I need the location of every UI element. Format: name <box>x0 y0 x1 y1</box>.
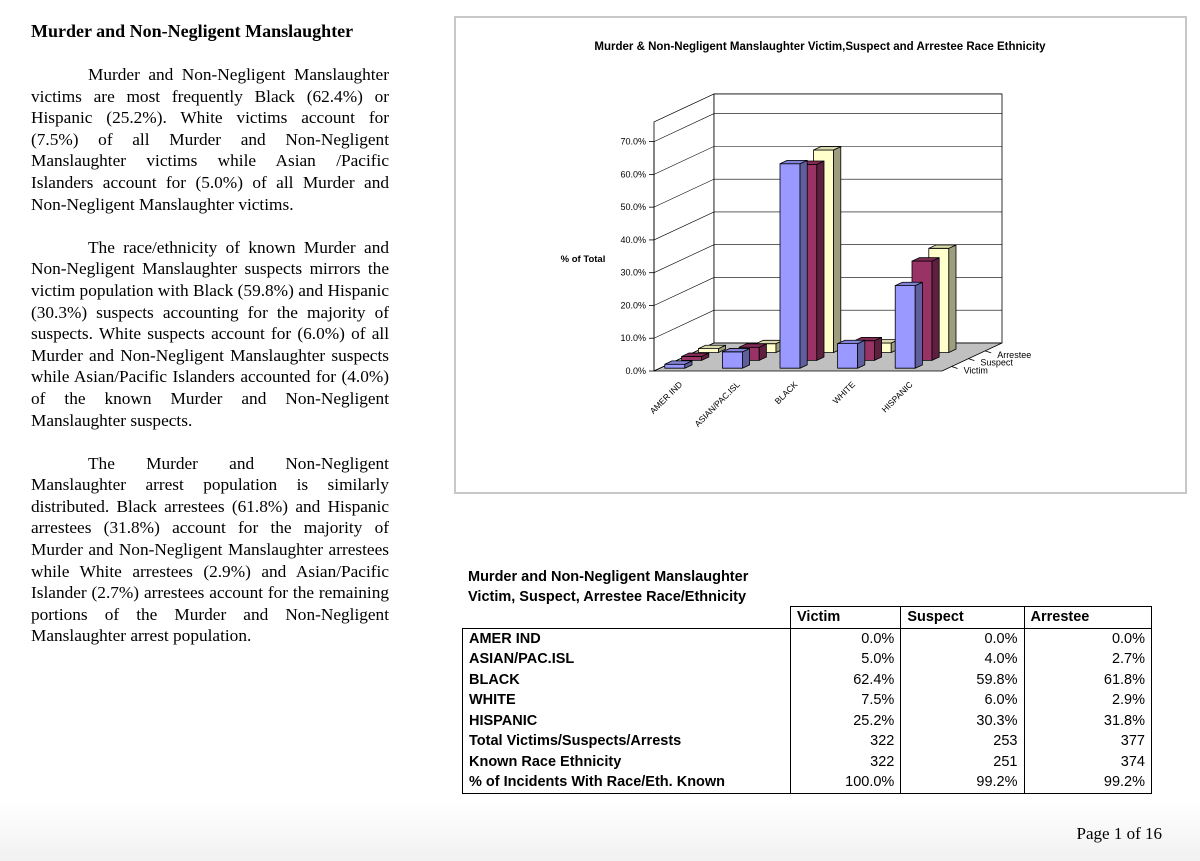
column-header-victim: Victim <box>791 607 901 629</box>
table-row <box>463 628 1152 649</box>
cell-arrestee: 374 <box>1024 752 1152 773</box>
table-header-blank <box>463 607 791 629</box>
section-heading: Murder and Non-Negligent Manslaughter <box>31 21 354 41</box>
bar-victim-front <box>722 352 742 368</box>
chart-title: Murder & Non-Negligent Manslaughter Victim,Suspect and Arrestee Race Ethnicity <box>594 41 1046 53</box>
table-header-row <box>463 607 1152 629</box>
table-row <box>463 731 1152 752</box>
y-tick-label: 70.0% <box>620 136 646 147</box>
series-label-victim: Victim <box>963 365 988 376</box>
arrestees-paragraph: The Murder and Non-Negligent Manslaughter arrest population is similarly distributed. Black arrestees (61.8%) and Hispanic arrestees (31.8%) account for the majority of Murder and Non-Negligent Manslaughter arrestees while White arrestees (2.9%) and Asian/Pacific Islander (2.7%) arrestees account for the remaining portions of the Murder and Non-Negligent Manslaughter arrest population. <box>31 453 389 646</box>
y-tick-label: 50.0% <box>620 202 646 213</box>
cell-victim: 322 <box>791 752 901 773</box>
y-tick-label: 20.0% <box>620 300 646 311</box>
cell-suspect: 251 <box>901 752 1024 773</box>
cell-victim: 7.5% <box>791 690 901 711</box>
bar-victim-front <box>780 164 800 368</box>
bar-arrestee-side <box>834 147 841 353</box>
y-tick-label: 10.0% <box>620 333 646 344</box>
cell-suspect: 59.8% <box>901 670 1024 691</box>
category-label: HISPANIC <box>879 379 915 415</box>
y-tick-label: 40.0% <box>620 234 646 245</box>
category-label: AMER IND <box>647 379 685 416</box>
bar-arrestee-side <box>949 245 956 353</box>
cell-victim: 0.0% <box>791 628 901 649</box>
y-tick-label: 0.0% <box>625 366 646 376</box>
column-header-arrestee: Arrestee <box>1024 607 1152 629</box>
series-tick <box>952 367 958 369</box>
cell-suspect: 6.0% <box>901 690 1024 711</box>
row-label: ASIAN/PAC.ISL <box>463 649 791 670</box>
cell-victim: 62.4% <box>791 670 901 691</box>
back-wall <box>714 94 1002 343</box>
series-label-arrestee: Arrestee <box>997 349 1032 360</box>
row-label: WHITE <box>463 690 791 711</box>
y-tick-label: 30.0% <box>620 267 646 278</box>
cell-suspect: 4.0% <box>901 649 1024 670</box>
series-tick <box>968 359 974 361</box>
y-axis-label: % of Total <box>560 254 606 265</box>
cell-arrestee: 0.0% <box>1024 628 1152 649</box>
cell-arrestee: 377 <box>1024 731 1152 752</box>
bar-suspect-side <box>874 337 881 360</box>
page-footer <box>0 800 1200 861</box>
race-ethnicity-chart <box>454 16 1187 494</box>
column-header-suspect: Suspect <box>901 607 1024 629</box>
cell-arrestee: 2.9% <box>1024 690 1152 711</box>
cell-arrestee: 99.2% <box>1024 772 1152 793</box>
race-ethnicity-table <box>462 606 1152 794</box>
bar-victim-front <box>895 286 915 369</box>
bar-victim-side <box>800 160 807 368</box>
bar-victim-front <box>838 344 858 369</box>
bar-suspect-side <box>817 161 824 360</box>
cell-victim: 100.0% <box>791 772 901 793</box>
bar-arrestee-front <box>698 349 718 353</box>
y-tick-label: 60.0% <box>620 169 646 180</box>
row-label: AMER IND <box>463 628 791 649</box>
suspects-paragraph: The race/ethnicity of known Murder and Non-Negligent Manslaughter suspects mirrors the victim population with Black (59.8%) and Hispanic (30.3%) suspects accounting for the majority of suspects. White suspects account for (6.0%) of all Murder and Non-Negligent Manslaughter suspects while Asian/Pacific Islanders accounted for (4.0%) of the known Murder and Non-Negligent Manslaughter suspects. <box>31 237 389 430</box>
series-tick <box>985 351 991 353</box>
row-label: BLACK <box>463 670 791 691</box>
cell-victim: 25.2% <box>791 711 901 732</box>
table-row <box>463 711 1152 732</box>
bar-victim-front <box>665 364 685 368</box>
cell-suspect: 99.2% <box>901 772 1024 793</box>
side-wall <box>654 94 714 371</box>
table-title-line-2: Victim, Suspect, Arrestee Race/Ethnicity <box>468 589 747 605</box>
bar-victim-side <box>915 282 922 368</box>
cell-victim: 5.0% <box>791 649 901 670</box>
cell-victim: 322 <box>791 731 901 752</box>
row-label: HISPANIC <box>463 711 791 732</box>
table-row <box>463 690 1152 711</box>
cell-suspect: 30.3% <box>901 711 1024 732</box>
cell-arrestee: 61.8% <box>1024 670 1152 691</box>
table-row <box>463 670 1152 691</box>
cell-suspect: 0.0% <box>901 628 1024 649</box>
row-label: % of Incidents With Race/Eth. Known <box>463 772 791 793</box>
cell-suspect: 253 <box>901 731 1024 752</box>
victims-paragraph: Murder and Non-Negligent Manslaughter victims are most frequently Black (62.4%) or Hispanic (25.2%). White victims account for (7.5%) of all Murder and Non-Negligent Manslaughter victims while Asian /Pacific Islanders account for (5.0%) of all Murder and Non-Negligent Manslaughter victims. <box>31 65 389 214</box>
bar-suspect-front <box>682 356 702 360</box>
row-label: Total Victims/Suspects/Arrests <box>463 731 791 752</box>
cell-arrestee: 2.7% <box>1024 649 1152 670</box>
category-label: BLACK <box>772 379 800 407</box>
table-row <box>463 752 1152 773</box>
table-row <box>463 649 1152 670</box>
category-label: ASIAN/PAC.ISL <box>692 379 742 429</box>
cell-arrestee: 31.8% <box>1024 711 1152 732</box>
body-text-column <box>31 20 389 669</box>
row-label: Known Race Ethnicity <box>463 752 791 773</box>
table-row <box>463 772 1152 793</box>
table-title <box>468 567 748 607</box>
category-label: WHITE <box>830 379 858 406</box>
bar-victim-side <box>858 340 865 368</box>
chart-svg <box>456 18 1185 492</box>
bar-suspect-side <box>932 258 939 361</box>
page-number: Page 1 of 16 <box>1076 824 1162 843</box>
series-label-suspect: Suspect <box>980 357 1013 368</box>
table-title-line-1: Murder and Non-Negligent Manslaughter <box>468 569 749 585</box>
